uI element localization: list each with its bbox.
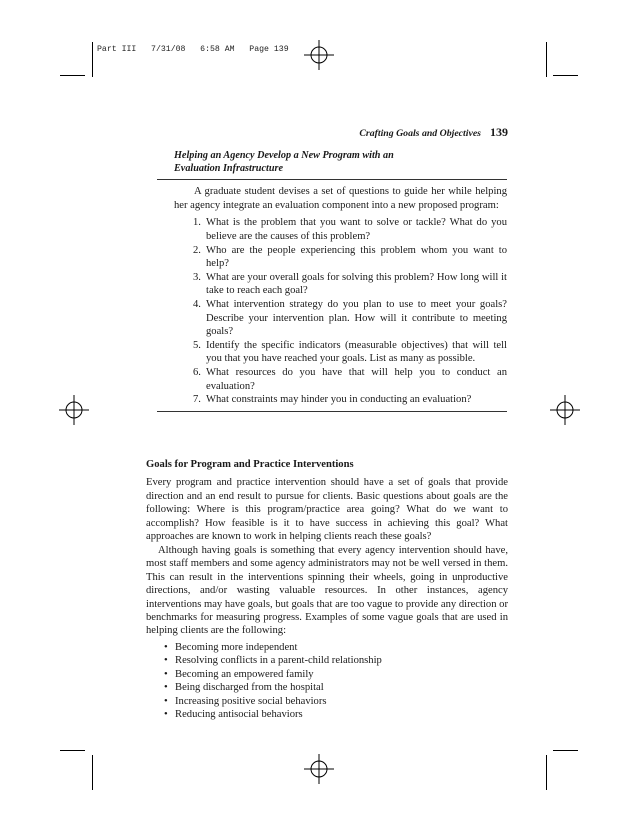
list-item (164, 695, 508, 708)
question-item (193, 339, 507, 366)
question-number: 2. (193, 244, 201, 256)
crop-mark (546, 42, 547, 77)
crop-mark (60, 750, 85, 751)
question-item (193, 393, 507, 407)
list-item-text: Resolving conflicts in a parent-child relationship (175, 655, 382, 667)
registration-mark-icon (304, 754, 334, 784)
paragraph: Although having goals is something that every agency intervention should have, most staff members and some agency administrators may not be well versed in them. This can result in the interventions spinning their wheels, going in unproductive directions, and/or wasting valuable resources. In other instances, agency interventions may have goals, but goals that are too vague to provide any direction or benchmarks for measuring progress. Examples of some vague goals that are used in helping clients are the following: (146, 544, 508, 637)
list-item-text: Reducing antisocial behaviors (175, 709, 303, 721)
registration-mark-icon (304, 40, 334, 70)
bullet-icon: • (164, 641, 168, 653)
registration-mark-icon (550, 395, 580, 425)
box-title (157, 150, 507, 180)
question-number: 1. (193, 217, 201, 229)
vague-goals-list (146, 641, 508, 722)
list-item (164, 708, 508, 721)
section-heading: Goals for Program and Practice Interventions (146, 459, 354, 470)
question-list (157, 216, 507, 406)
question-item (193, 271, 507, 298)
question-text: What is the problem that you want to solve or tackle? What do you believe are the causes of this problem? (206, 217, 507, 242)
crop-mark (546, 755, 547, 790)
question-text: Who are the people experiencing this problem whom you want to help? (206, 244, 507, 270)
list-item-text: Becoming more independent (175, 641, 298, 653)
list-item (164, 654, 508, 667)
box-intro: A graduate student devises a set of questions to guide her while helping her agency integrate an evaluation component into a new proposed program: (174, 186, 507, 211)
question-text: Identify the specific indicators (measurable objectives) that will tell you that you have reached your goals. List as many as possible. (206, 339, 507, 365)
crop-mark (92, 755, 93, 790)
question-number: 5. (193, 339, 201, 351)
question-text: What intervention strategy do you plan to use to meet your goals? Describe your intervention plan. How will it contribute to meeting goals? (206, 298, 507, 338)
question-item (193, 216, 507, 243)
question-number: 6. (193, 366, 201, 378)
box-title-line: Helping an Agency Develop a New Program with an (174, 150, 394, 161)
list-item (164, 681, 508, 694)
question-text: What are your overall goals for solving this problem? How long will it take to reach each goal? (206, 271, 507, 297)
bullet-icon: • (164, 668, 168, 680)
box-title-line: Evaluation Infrastructure (174, 162, 283, 174)
registration-mark-icon (59, 395, 89, 425)
list-item (164, 641, 508, 654)
question-number: 7. (193, 394, 201, 406)
question-item (193, 366, 507, 393)
page-number: 139 (490, 125, 508, 139)
running-head-title: Crafting Goals and Objectives (359, 128, 481, 139)
question-number: 4. (193, 298, 201, 310)
list-item (164, 668, 508, 681)
bullet-icon: • (164, 695, 168, 707)
box-bottom-rule (157, 411, 507, 412)
bullet-icon: • (164, 655, 168, 667)
question-text: What constraints may hinder you in conducting an evaluation? (206, 394, 472, 406)
question-item (193, 244, 507, 271)
question-item (193, 298, 507, 339)
list-item-text: Increasing positive social behaviors (175, 695, 327, 707)
question-text: What resources do you have that will help you to conduct an evaluation? (206, 366, 507, 392)
list-item-text: Being discharged from the hospital (175, 682, 324, 694)
paragraph: Every program and practice intervention should have a set of goals that provide direction and an end result to pursue for clients. Basic questions about goals are the following: Where is this program/practice area going? What do we want to accomplish? How feasible is it to have success in achieving this goal? What approaches are known to work in helping clients reach these goals? (146, 477, 508, 543)
list-item-text: Becoming an empowered family (175, 668, 314, 680)
sidebar-box (157, 150, 507, 412)
crop-mark (553, 750, 578, 751)
bullet-icon: • (164, 682, 168, 694)
crop-mark (553, 75, 578, 76)
main-text (146, 458, 508, 722)
print-slug: Part III 7/31/08 6:58 AM Page 139 (97, 45, 289, 54)
crop-mark (60, 75, 85, 76)
bullet-icon: • (164, 709, 168, 721)
question-number: 3. (193, 271, 201, 283)
crop-mark (92, 42, 93, 77)
running-head (230, 125, 508, 140)
